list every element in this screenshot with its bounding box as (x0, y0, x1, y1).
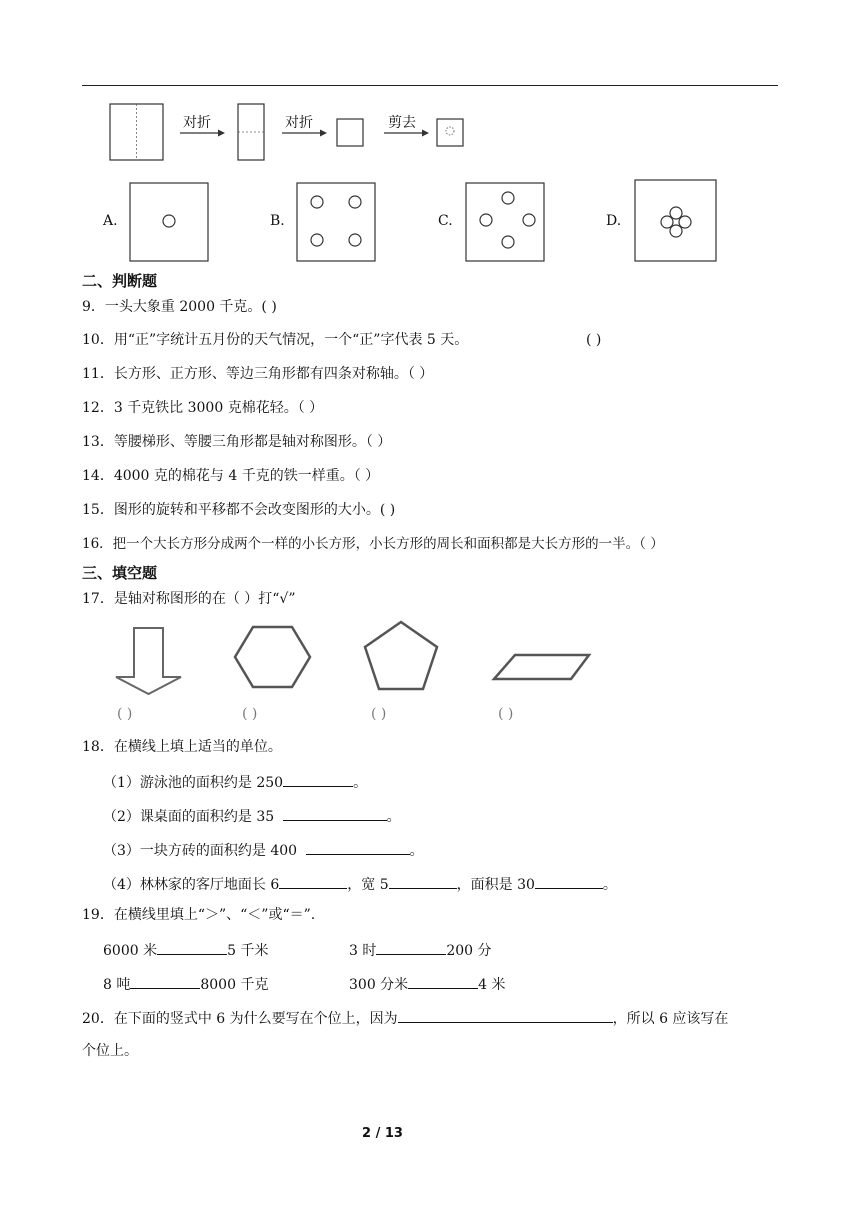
q18-item-4: （4）林林家的客厅地面长 6 ，宽 5 ，面积是 30 。 (103, 874, 617, 894)
judge-item-13: 13．等腰梯形、等腰三角形都是轴对称图形。（ ） (82, 434, 392, 450)
answer-blank[interactable] (306, 840, 410, 855)
fold-label-1: 对折 (183, 115, 211, 131)
judge-item-9: 9．一头大象重 2000 千克。( ) (82, 299, 277, 315)
answer-blank[interactable] (376, 940, 446, 955)
q18-item-3: （3）一块方砖的面积约是 400 。 (103, 840, 424, 860)
parallelogram-shape (494, 655, 589, 679)
option-c-label: C. (438, 213, 453, 229)
q19-pair-3: 8 吨 8000 千克 (103, 974, 268, 994)
judge-item-11: 11．长方形、正方形、等边三角形都有四条对称轴。（ ） (82, 366, 434, 382)
judge-item-12: 12．3 千克铁比 3000 克棉花轻。（ ） (82, 400, 324, 416)
answer-blank[interactable] (157, 940, 227, 955)
option-d-label: D. (606, 213, 622, 229)
judge-item-16: 16．把一个大长方形分成两个一样的小长方形，小长方形的周长和面积都是大长方形的一半。（ ） (82, 536, 664, 552)
q18-item-2: （2）课桌面的面积约是 35 。 (103, 806, 401, 826)
cut-label: 剪去 (388, 115, 416, 131)
answer-blank[interactable] (279, 874, 347, 889)
answer-blank[interactable] (408, 974, 478, 989)
question-20-line2: 个位上。 (82, 1043, 138, 1059)
answer-blank[interactable] (389, 874, 457, 889)
pentagon-shape (365, 622, 437, 689)
q18-item-1: （1）游泳池的面积约是 250 。 (103, 772, 367, 792)
q19-pair-2: 3 时 200 分 (349, 940, 492, 960)
q17-paren-3: ( ) (371, 706, 387, 722)
down-arrow-shape (116, 628, 181, 694)
q19-pair-4: 300 分米 4 米 (349, 974, 506, 994)
judge-item-10-paren: ( ) (586, 332, 602, 348)
answer-blank[interactable] (130, 974, 200, 989)
question-17: 17．是轴对称图形的在（ ）打“√” (82, 591, 296, 607)
answer-blank[interactable] (535, 874, 603, 889)
judge-item-14: 14．4000 克的棉花与 4 千克的铁一样重。（ ） (82, 468, 380, 484)
q19-pair-1: 6000 米 5 千米 (103, 940, 268, 960)
fold-label-2: 对折 (285, 115, 313, 131)
question-20: 20．在下面的竖式中 6 为什么要写在个位上，因为 ，所以 6 应该写在 (82, 1008, 728, 1028)
option-a-label: A. (103, 213, 118, 229)
answer-blank[interactable] (398, 1008, 613, 1023)
question-19: 19．在横线里填上“＞”、“＜”或“＝”. (82, 907, 316, 923)
judge-item-15: 15．图形的旋转和平移都不会改变图形的大小。( ) (82, 502, 396, 518)
q17-paren-2: ( ) (242, 706, 258, 722)
section-heading-fill: 三、填空题 (82, 564, 158, 582)
q17-paren-4: ( ) (498, 706, 514, 722)
question-18: 18．在横线上填上适当的单位。 (82, 739, 282, 755)
answer-blank[interactable] (283, 772, 353, 787)
q17-paren-1: ( ) (117, 706, 133, 722)
page-number: 2 / 13 (362, 1126, 403, 1141)
option-b-label: B. (270, 213, 285, 229)
hexagon-shape (235, 627, 310, 687)
judge-item-10: 10．用“正”字统计五月份的天气情况，一个“正”字代表 5 天。 (82, 332, 469, 348)
answer-blank[interactable] (283, 806, 387, 821)
section-heading-judge: 二、判断题 (82, 272, 158, 290)
